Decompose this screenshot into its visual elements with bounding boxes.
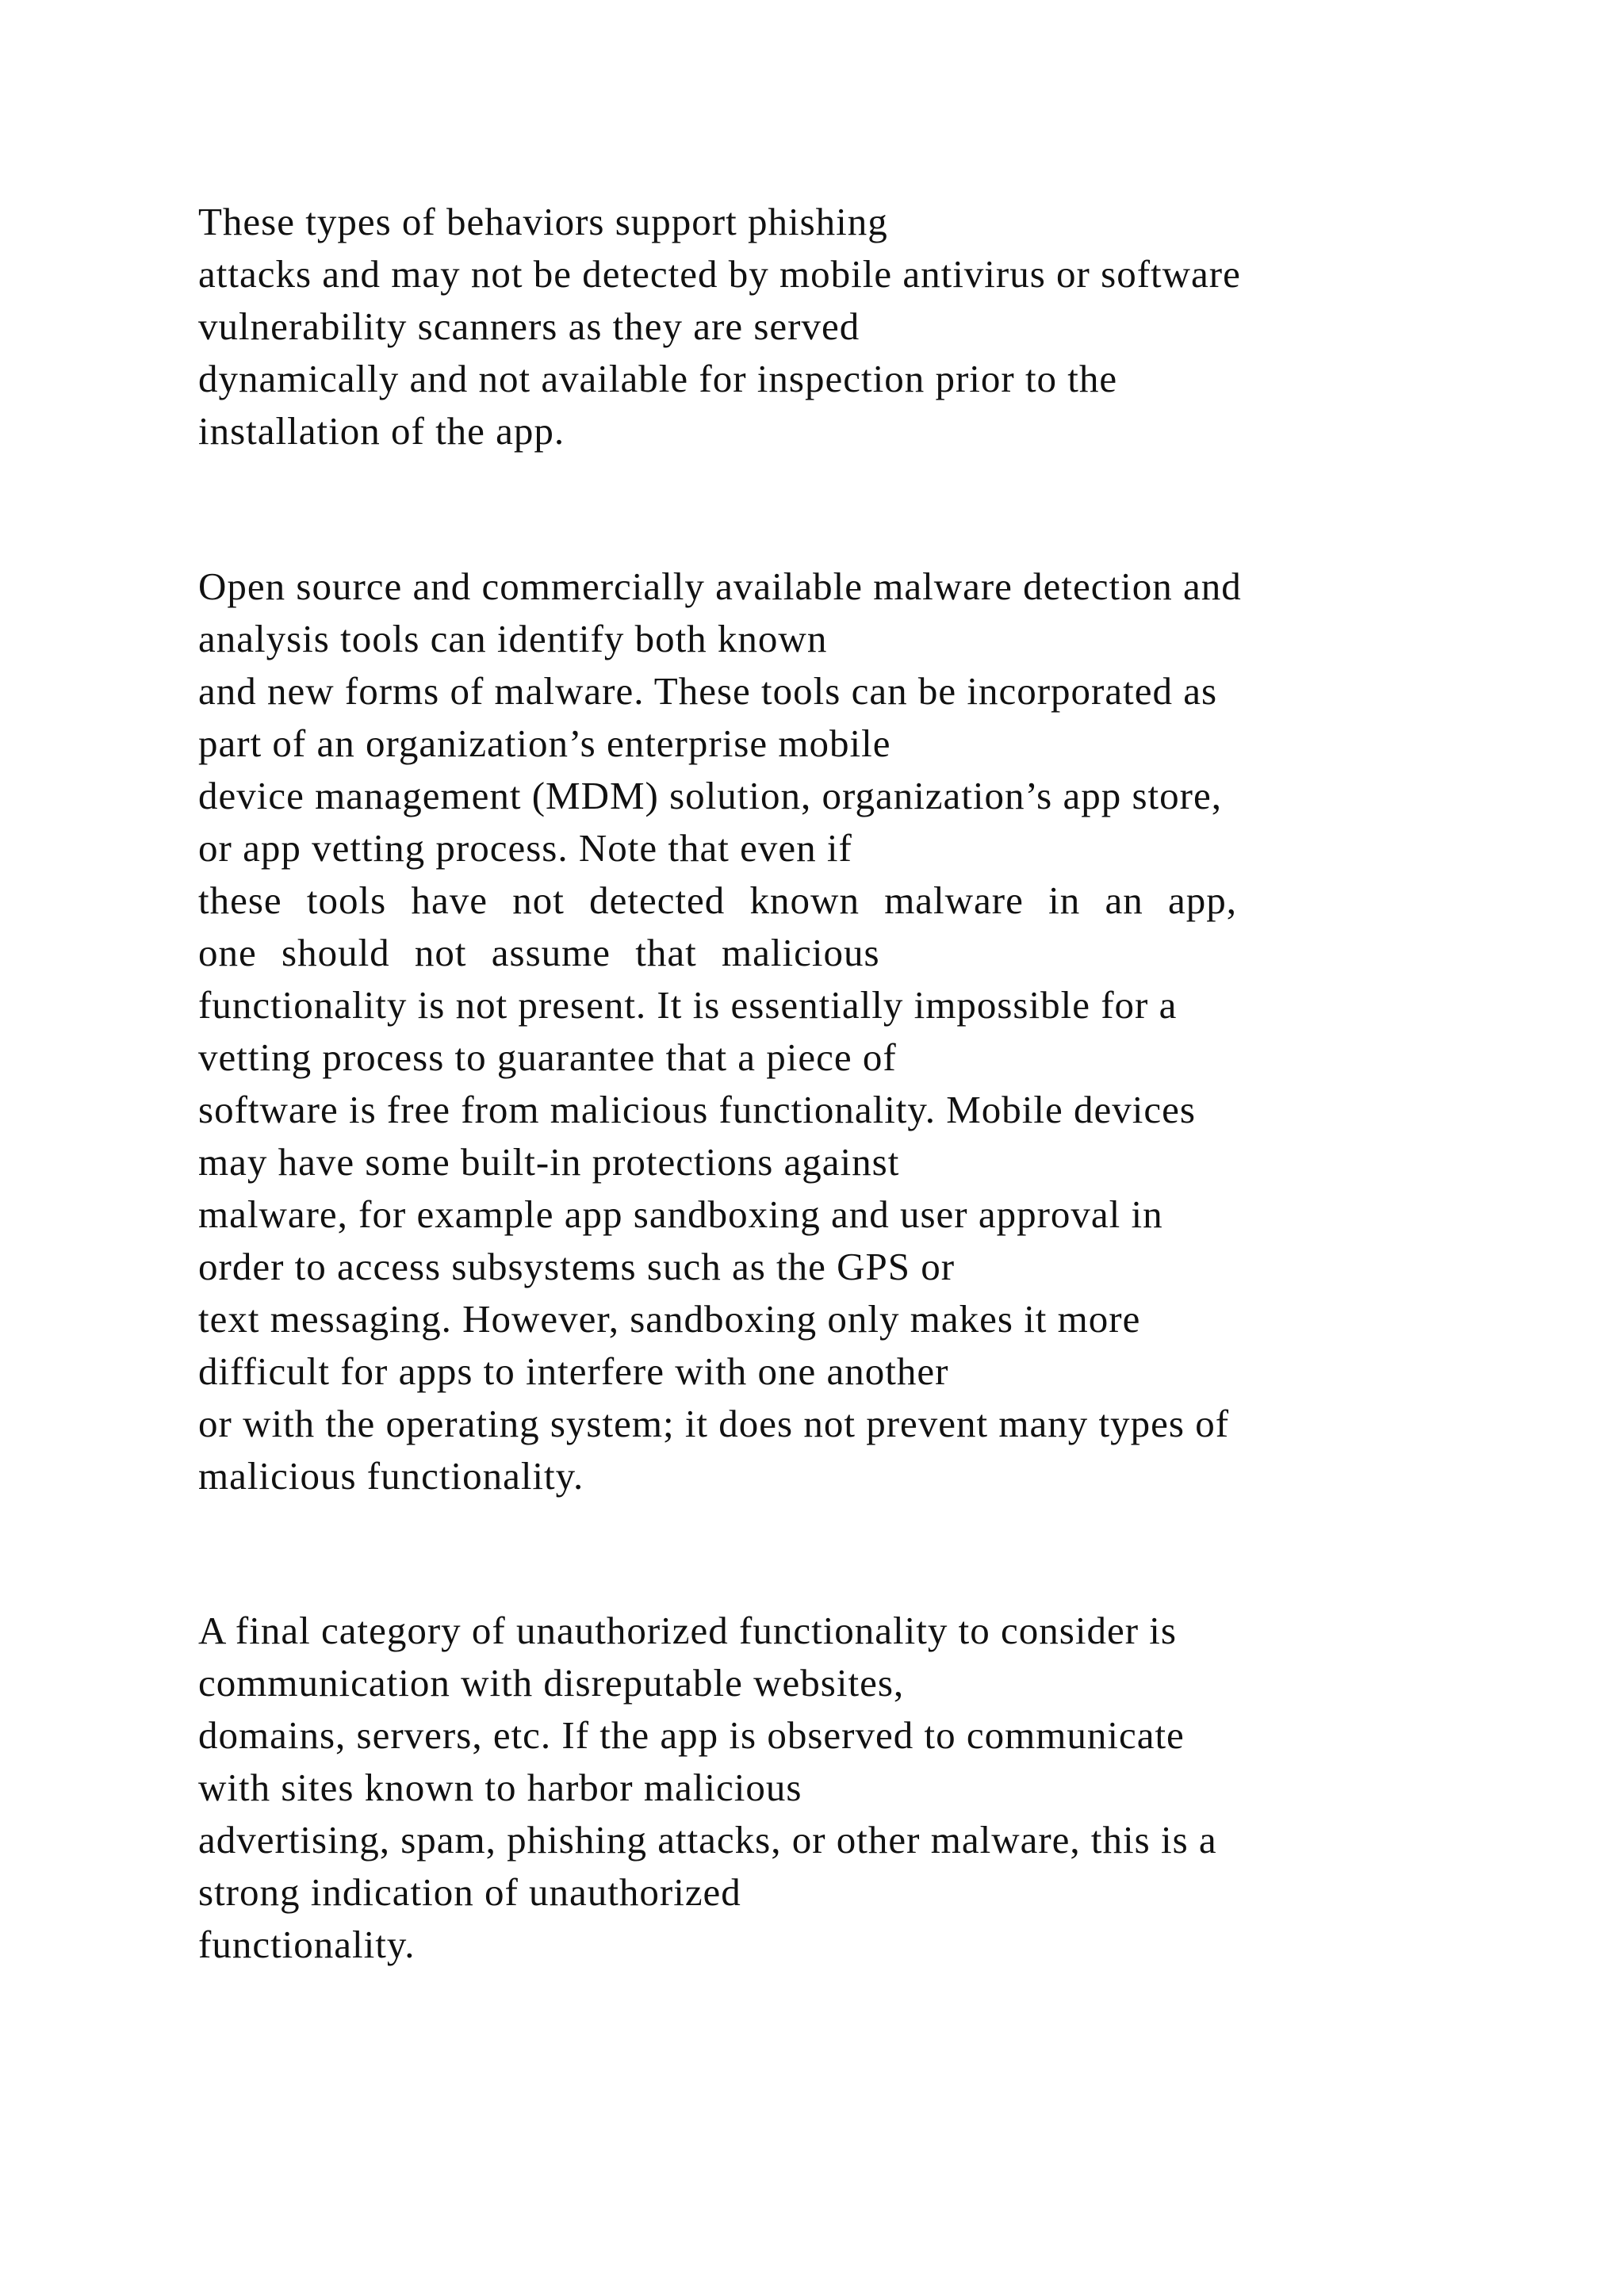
text-line: installation of the app. (198, 409, 565, 453)
text-line: or with the operating system; it does not prevent many types of (198, 1402, 1230, 1445)
text-line: These types of behaviors support phishing (198, 200, 888, 243)
text-line: device management (MDM) solution, organization’s app store, (198, 774, 1222, 817)
text-line: functionality is not present. It is essentially impossible for a (198, 983, 1178, 1027)
text-line: dynamically and not available for inspection prior to the (198, 357, 1118, 400)
text-line: attacks and may not be detected by mobile antivirus or software (198, 252, 1241, 296)
text-line: difficult for apps to interfere with one another (198, 1349, 949, 1393)
text-line: may have some built-in protections against (198, 1140, 900, 1184)
text-line: domains, servers, etc. If the app is observed to communicate (198, 1713, 1185, 1757)
text-line: functionality. (198, 1923, 416, 1966)
text-line: with sites known to harbor malicious (198, 1766, 802, 1809)
paragraph-phishing-behaviors (198, 196, 1546, 457)
text-line: text messaging. However, sandboxing only makes it more (198, 1297, 1141, 1341)
text-line: advertising, spam, phishing attacks, or other malware, this is a (198, 1818, 1217, 1862)
text-line: software is free from malicious functionality. Mobile devices (198, 1088, 1196, 1131)
text-line: analysis tools can identify both known (198, 617, 828, 660)
paragraph-malware-detection-tools (198, 561, 1546, 1502)
text-line: Open source and commercially available malware detection and (198, 564, 1242, 608)
text-line: vulnerability scanners as they are served (198, 304, 860, 348)
text-line: and new forms of malware. These tools can be incorporated as (198, 669, 1218, 713)
text-line: one should not assume that malicious (198, 931, 880, 974)
paragraph-disreputable-communication (198, 1605, 1546, 1971)
text-line: strong indication of unauthorized (198, 1870, 741, 1914)
text-line: A final category of unauthorized functionality to consider is (198, 1609, 1177, 1652)
text-line: these tools have not detected known malware in an app, (198, 878, 1237, 922)
text-line: malicious functionality. (198, 1454, 584, 1498)
text-line: communication with disreputable websites, (198, 1661, 905, 1705)
text-line: vetting process to guarantee that a piece of (198, 1035, 897, 1079)
text-line: or app vetting process. Note that even if (198, 826, 852, 870)
text-line: order to access subsystems such as the GPS or (198, 1245, 956, 1288)
text-line: malware, for example app sandboxing and user approval in (198, 1192, 1163, 1236)
text-line: part of an organization’s enterprise mobile (198, 721, 891, 765)
